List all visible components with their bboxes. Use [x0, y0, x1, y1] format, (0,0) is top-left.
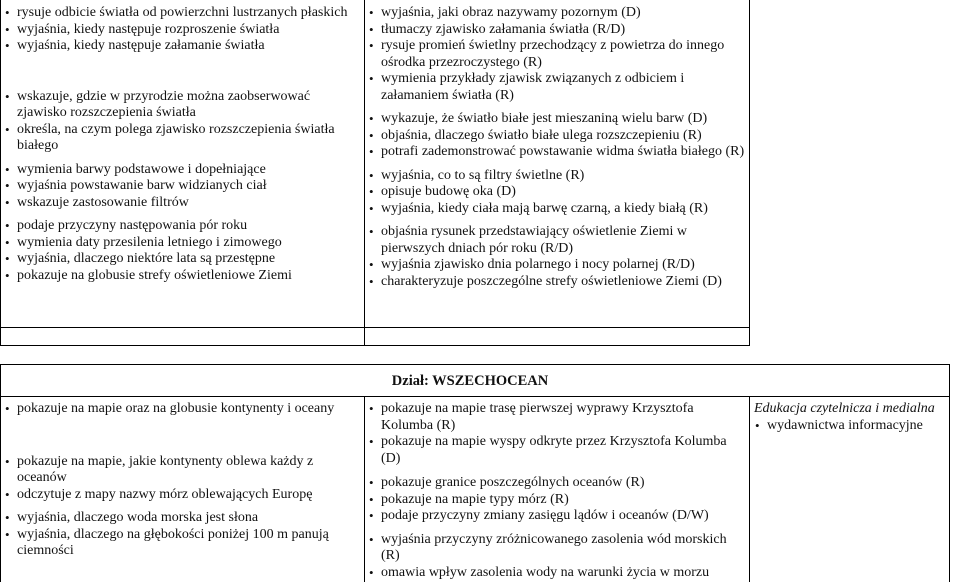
list-item: • wyjaśnia zjawisko dnia polarnego i nocy polarnej (R/D) [368, 257, 746, 274]
table-border-right [949, 364, 950, 582]
list-item: • wskazuje, gdzie w przyrodzie można zaobserwować zjawisko rozszczepienia światła [4, 89, 356, 122]
list-item: • rysuje odbicie światła od powierzchni lustrzanych płaskich [4, 5, 356, 22]
list-item: • wymienia barwy podstawowe i dopełniające [4, 162, 356, 179]
table-column-divider [364, 0, 365, 346]
bottom-right-cell [754, 401, 946, 434]
list-item: • pokazuje na mapie trasę pierwszej wyprawy Krzysztofa Kolumba (R) [368, 401, 746, 434]
list-item: • charakteryzuje poszczególne strefy oświetleniowe Ziemi (D) [368, 274, 746, 291]
section-heading: Dział: WSZECHOCEAN [391, 373, 549, 389]
list-item: • wyjaśnia, dlaczego niektóre lata są przestępne [4, 251, 356, 268]
list-item: • wykazuje, że światło białe jest mieszaniną wielu barw (D) [368, 111, 746, 128]
skills-list [4, 5, 356, 284]
list-item: • wyjaśnia powstawanie barw widzianych ciał [4, 178, 356, 195]
list-item: • wydawnictwa informacyjne [754, 418, 946, 435]
list-item: • podaje przyczyny zmiany zasięgu lądów i oceanów (D/W) [368, 508, 746, 525]
top-right-cell [368, 5, 746, 290]
list-item: • wymienia przykłady zjawisk związanych z odbiciem i załamaniem światła (R) [368, 71, 746, 104]
list-item: • opisuje budowę oka (D) [368, 184, 746, 201]
list-item: • objaśnia rysunek przedstawiający oświetlenie Ziemi w pierwszych dniach pór roku (R/D) [368, 224, 746, 257]
list-item: • określa, na czym polega zjawisko rozszczepienia światła białego [4, 122, 356, 155]
list-item: • pokazuje na mapie typy mórz (R) [368, 492, 746, 509]
list-item: • wyjaśnia, jaki obraz nazywamy pozornym (D) [368, 5, 746, 22]
skills-list [368, 401, 746, 581]
list-item: • wymienia daty przesilenia letniego i zimowego [4, 235, 356, 252]
list-item: • rysuje promień świetlny przechodzący z powietrza do innego ośrodka przezroczystego (R) [368, 38, 746, 71]
list-item: • wyjaśnia przyczyny zróżnicowanego zasolenia wód morskich (R) [368, 532, 746, 565]
list-item: • wyjaśnia, kiedy następuje załamanie światła [4, 38, 356, 55]
list-item: • wyjaśnia, kiedy następuje rozproszenie światła [4, 22, 356, 39]
list-item: • objaśnia, dlaczego światło białe ulega rozszczepieniu (R) [368, 128, 746, 145]
bottom-left-cell [4, 401, 356, 560]
table-row-divider [0, 327, 750, 328]
bottom-middle-cell [368, 401, 746, 581]
list-item: • pokazuje na mapie, jakie kontynenty oblewa każdy z oceanów [4, 454, 356, 487]
list-item: • tłumaczy zjawisko załamania światła (R/D) [368, 22, 746, 39]
table-border-left [0, 364, 1, 582]
list-item: • wyjaśnia, dlaczego na głębokości poniżej 100 m panują ciemności [4, 527, 356, 560]
list-item: • pokazuje na mapie wyspy odkryte przez Krzysztofa Kolumba (D) [368, 434, 746, 467]
table-row-divider [0, 345, 750, 346]
table-border-left [0, 0, 1, 346]
list-item: • wyjaśnia, kiedy ciała mają barwę czarną, a kiedy białą (R) [368, 201, 746, 218]
list-item: • podaje przyczyny następowania pór roku [4, 218, 356, 235]
list-item: • omawia wpływ zasolenia wody na warunki życia w morzu [368, 565, 746, 582]
table-column-divider [749, 396, 750, 582]
table-header-divider [0, 396, 950, 397]
skills-list [754, 418, 946, 435]
skills-list [368, 5, 746, 290]
table-border-top [0, 364, 950, 365]
table-column-divider [364, 396, 365, 582]
list-item: • wyjaśnia, dlaczego woda morska jest słona [4, 510, 356, 527]
list-item: • odczytuje z mapy nazwy mórz oblewających Europę [4, 487, 356, 504]
top-left-cell [4, 5, 356, 284]
list-item: • pokazuje granice poszczególnych oceanów (R) [368, 475, 746, 492]
list-item: • pokazuje na globusie strefy oświetleniowe Ziemi [4, 268, 356, 285]
list-item: • wskazuje zastosowanie filtrów [4, 195, 356, 212]
skills-list [4, 401, 356, 560]
table-border-right [749, 0, 750, 346]
list-item: • pokazuje na mapie oraz na globusie kontynenty i oceany [4, 401, 356, 418]
list-item: • potrafi zademonstrować powstawanie widma światła białego (R) [368, 144, 746, 161]
list-item: • wyjaśnia, co to są filtry świetlne (R) [368, 168, 746, 185]
education-title: Edukacja czytelnicza i medialna [754, 401, 935, 416]
